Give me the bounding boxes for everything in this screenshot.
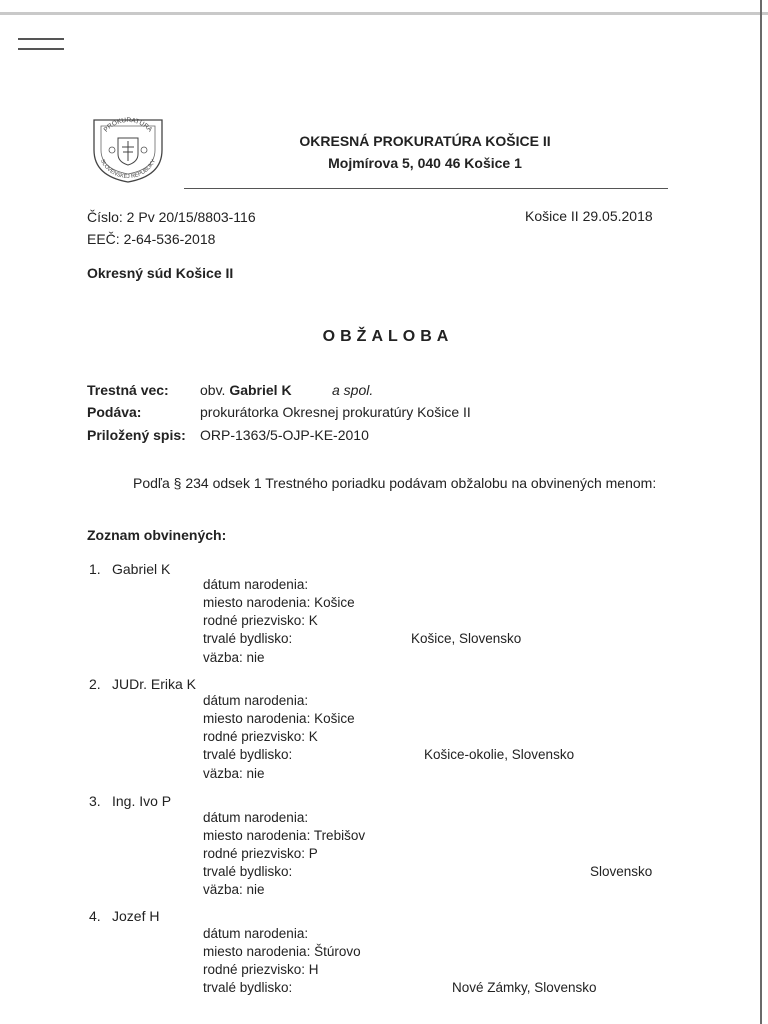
header-divider	[184, 188, 668, 189]
accused-miesto: miesto narodenia: Štúrovo	[203, 944, 361, 959]
accused-datum: dátum narodenia:	[203, 577, 309, 592]
trestna-vec-prefix: obv.	[200, 382, 226, 398]
scan-mark-line	[18, 48, 64, 50]
accused-datum: dátum narodenia:	[203, 693, 309, 708]
accused-number: 3.	[89, 793, 101, 809]
accused-name: Jozef H	[112, 908, 160, 924]
accused-vazba: väzba: nie	[203, 882, 265, 897]
trestna-vec-name: Gabriel K	[229, 382, 292, 398]
podava-label: Podáva:	[87, 404, 142, 420]
scan-top-edge	[0, 12, 768, 15]
accused-name: JUDr. Erika K	[112, 676, 197, 692]
intro-paragraph: Podľa § 234 odsek 1 Trestného poriadku podávam obžalobu na obvinených menom:	[133, 475, 657, 491]
list-heading: Zoznam obvinených:	[87, 527, 227, 543]
accused-vazba: väzba: nie	[203, 650, 265, 665]
accused-miesto: miesto narodenia: Košice	[203, 595, 355, 610]
svg-text:SLOVENSKEJ REPUBLIKY	[99, 158, 157, 180]
accused-bydlisko-value: Košice-okolie, Slovensko	[424, 747, 575, 762]
spis-value: ORP-1363/5-OJP-KE-2010	[200, 427, 369, 443]
podava-value: prokurátorka Okresnej prokuratúry Košice II	[200, 404, 471, 420]
office-address: Mojmírova 5, 040 46 Košice 1	[328, 155, 522, 171]
trestna-vec-suffix: a spol.	[332, 382, 374, 398]
accused-name: Ing. Ivo P	[112, 793, 172, 809]
spis-label: Priložený spis:	[87, 427, 186, 443]
accused-miesto: miesto narodenia: Košice	[203, 711, 355, 726]
document-title: OBŽALOBA	[322, 328, 454, 345]
place-date: Košice II 29.05.2018	[525, 208, 653, 224]
court-name: Okresný súd Košice II	[87, 265, 234, 281]
case-number: Číslo: 2 Pv 20/15/8803-116	[87, 209, 256, 225]
accused-bydlisko-value: Nové Zámky, Slovensko	[452, 980, 597, 995]
accused-priezvisko: rodné priezvisko: K	[203, 729, 318, 744]
eec-number: EEČ: 2-64-536-2018	[87, 231, 216, 247]
office-header	[200, 130, 650, 174]
accused-bydlisko-label: trvalé bydlisko:	[203, 631, 293, 646]
prokuratura-seal-icon	[88, 110, 168, 184]
accused-bydlisko-value: Slovensko	[590, 864, 653, 879]
accused-number: 4.	[89, 908, 101, 924]
accused-priezvisko: rodné priezvisko: H	[203, 962, 319, 977]
accused-name: Gabriel K	[112, 561, 171, 577]
accused-datum: dátum narodenia:	[203, 810, 309, 825]
scan-right-edge	[760, 0, 762, 1024]
accused-bydlisko-label: trvalé bydlisko:	[203, 980, 293, 995]
accused-miesto: miesto narodenia: Trebišov	[203, 828, 366, 843]
accused-number: 1.	[89, 561, 101, 577]
seal-text-top: PROKURATÚRA	[102, 116, 154, 134]
accused-vazba: väzba: nie	[203, 766, 265, 781]
accused-number: 2.	[89, 676, 101, 692]
trestna-vec-label: Trestná vec:	[87, 382, 169, 398]
scan-mark-line	[18, 38, 64, 40]
accused-datum: dátum narodenia:	[203, 926, 309, 941]
accused-priezvisko: rodné priezvisko: P	[203, 846, 318, 861]
accused-priezvisko: rodné priezvisko: K	[203, 613, 318, 628]
accused-bydlisko-label: trvalé bydlisko:	[203, 747, 293, 762]
accused-bydlisko-label: trvalé bydlisko:	[203, 864, 293, 879]
accused-bydlisko-value: Košice, Slovensko	[411, 631, 522, 646]
trestna-vec-value	[200, 382, 292, 398]
seal-text-bottom: SLOVENSKEJ REPUBLIKY	[98, 158, 158, 181]
office-name: OKRESNÁ PROKURATÚRA KOŠICE II	[299, 133, 551, 149]
